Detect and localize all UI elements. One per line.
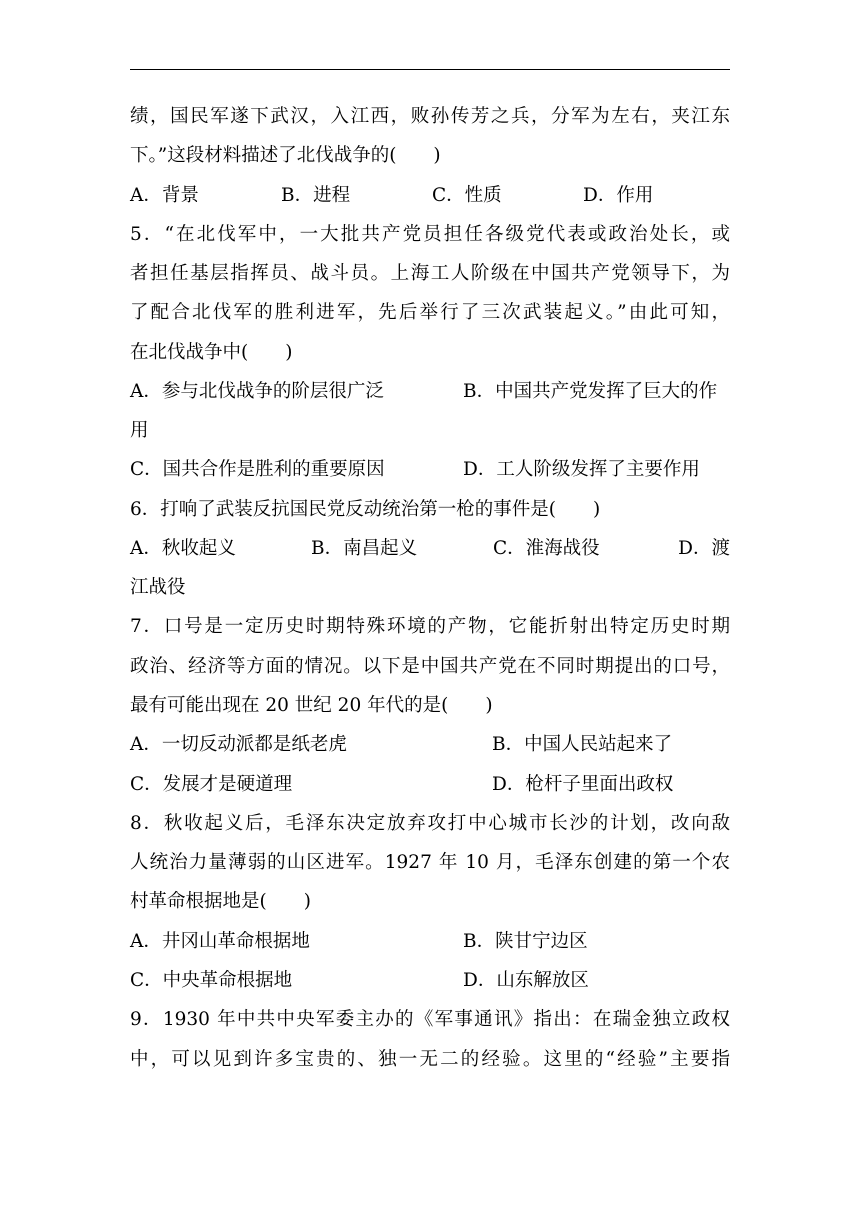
q6-option-d[interactable]: D．渡 — [678, 538, 730, 559]
q6-option-d-continuation: 江战役 — [130, 577, 186, 598]
q7-stem-line-2: 政治、经济等方面的情况。以下是中国共产党在不同时期提出的口号， — [130, 656, 730, 677]
q7-option-c[interactable]: C．发展才是硬道理 — [130, 774, 293, 795]
q8-option-c[interactable]: C．中央革命根据地 — [130, 970, 293, 991]
q7-option-d[interactable]: D．枪杆子里面出政权 — [492, 774, 674, 795]
q4-stem-line-2: 下。”这段材料描述了北伐战争的( ) — [130, 145, 441, 166]
q6-option-a[interactable]: A．秋收起义 — [130, 538, 236, 559]
q5-option-b-continuation: 用 — [130, 420, 149, 441]
q5-stem-line-2: 者担任基层指挥员、战斗员。上海工人阶级在中国共产党领导下，为 — [130, 263, 730, 284]
q4-option-d[interactable]: D．作用 — [583, 185, 654, 206]
header-rule — [130, 69, 730, 70]
q9-stem-line-2: 中，可以见到许多宝贵的、独一无二的经验。这里的“经验”主要指 — [130, 1049, 730, 1070]
q5-option-c[interactable]: C．国共合作是胜利的重要原因 — [130, 459, 385, 480]
q6-stem: 6．打响了武装反抗国民党反动统治第一枪的事件是( ) — [130, 499, 601, 520]
q6-option-b[interactable]: B．南昌起义 — [311, 538, 418, 559]
q5-option-a[interactable]: A．参与北伐战争的阶层很广泛 — [130, 381, 384, 402]
q6-option-c[interactable]: C．淮海战役 — [493, 538, 600, 559]
q8-option-b[interactable]: B．陕甘宁边区 — [463, 931, 588, 952]
q7-option-a[interactable]: A．一切反动派都是纸老虎 — [130, 734, 347, 755]
q7-stem-line-1: 7．口号是一定历史时期特殊环境的产物，它能折射出特定历史时期 — [130, 616, 730, 637]
q4-option-c[interactable]: C．性质 — [432, 185, 502, 206]
q8-option-a[interactable]: A．井冈山革命根据地 — [130, 931, 310, 952]
q7-stem-line-3: 最有可能出现在 20 世纪 20 年代的是( ) — [130, 695, 493, 716]
q5-stem-line-4: 在北伐战争中( ) — [130, 342, 293, 363]
q4-stem-line-1: 绩，国民军遂下武汉，入江西，败孙传芳之兵，分军为左右，夹江东 — [130, 106, 730, 127]
q7-option-b[interactable]: B．中国人民站起来了 — [492, 734, 673, 755]
q5-option-d[interactable]: D．工人阶级发挥了主要作用 — [463, 459, 700, 480]
q8-stem-line-2: 人统治力量薄弱的山区进军。1927 年 10 月，毛泽东创建的第一个农 — [130, 852, 730, 873]
q5-stem-line-3: 了配合北伐军的胜利进军，先后举行了三次武装起义。”由此可知， — [130, 302, 730, 323]
q8-stem-line-1: 8．秋收起义后，毛泽东决定放弃攻打中心城市长沙的计划，改向敌 — [130, 813, 730, 834]
q4-option-a[interactable]: A．背景 — [130, 185, 199, 206]
q4-option-b[interactable]: B．进程 — [281, 185, 351, 206]
q8-option-d[interactable]: D．山东解放区 — [463, 970, 589, 991]
q5-option-b[interactable]: B．中国共产党发挥了巨大的作 — [463, 381, 718, 402]
q9-stem-line-1: 9．1930 年中共中央军委主办的《军事通讯》指出：在瑞金独立政权 — [130, 1009, 730, 1030]
q5-stem-line-1: 5．“在北伐军中，一大批共产党员担任各级党代表或政治处长，或 — [130, 224, 730, 245]
q8-stem-line-3: 村革命根据地是( ) — [130, 891, 311, 912]
